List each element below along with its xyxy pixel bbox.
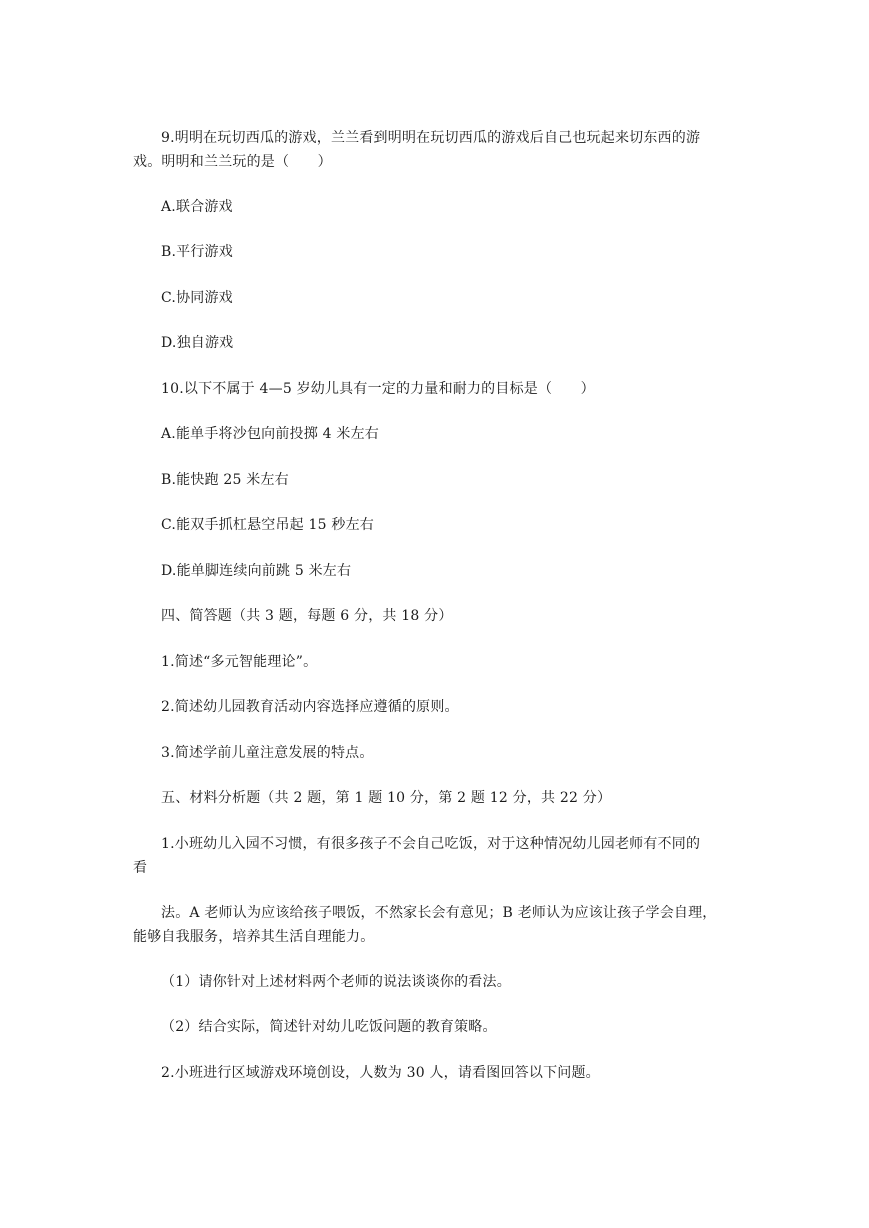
short-answer-1: 1.简述“多元智能理论”。 [161,654,318,670]
material-1-line-3: 法。A 老师认为应该给孩子喂饭，不然家长会有意见；B 老师认为应该让孩子学会自理， [161,905,717,921]
material-1-line-4: 能够自我服务，培养其生活自理能力。 [133,929,375,945]
material-2-stem: 2.小班进行区域游戏环境创设，人数为 30 人，请看图回答以下问题。 [161,1065,600,1081]
material-1-subquestion-2: （2）结合实际，简述针对幼儿吃饭问题的教育策略。 [161,1019,497,1035]
question-10-stem: 10.以下不属于 4—5 岁幼儿具有一定的力量和耐力的目标是（ ） [161,381,595,397]
short-answer-3: 3.简述学前儿童注意发展的特点。 [161,745,374,761]
material-1-line-1: 1.小班幼儿入园不习惯，有很多孩子不会自己吃饭，对于这种情况幼儿园老师有不同的 [161,836,701,852]
material-1-line-2: 看 [133,860,148,876]
question-10-option-c: C.能双手抓杠悬空吊起 15 秒左右 [161,517,374,533]
section-4-heading: 四、简答题（共 3 题，每题 6 分，共 18 分） [161,608,453,624]
question-9-option-a: A.联合游戏 [161,199,233,215]
material-1-subquestion-1: （1）请你针对上述材料两个老师的说法谈谈你的看法。 [161,974,511,990]
question-10-option-d: D.能单脚连续向前跳 5 米左右 [161,563,352,579]
question-9-stem-line-2: 戏。明明和兰兰玩的是（ ） [133,154,332,170]
question-9-option-d: D.独自游戏 [161,335,234,351]
short-answer-2: 2.简述幼儿园教育活动内容选择应遵循的原则。 [161,699,459,715]
question-10-option-a: A.能单手将沙包向前投掷 4 米左右 [161,426,379,442]
question-9-option-c: C.协同游戏 [161,290,233,306]
section-5-heading: 五、材料分析题（共 2 题，第 1 题 10 分，第 2 题 12 分，共 22 分） [161,790,612,806]
question-9-stem-line-1: 9.明明在玩切西瓜的游戏，兰兰看到明明在玩切西瓜的游戏后自己也玩起来切东西的游 [161,130,701,146]
question-9-option-b: B.平行游戏 [161,244,233,260]
question-10-option-b: B.能快跑 25 米左右 [161,472,289,488]
